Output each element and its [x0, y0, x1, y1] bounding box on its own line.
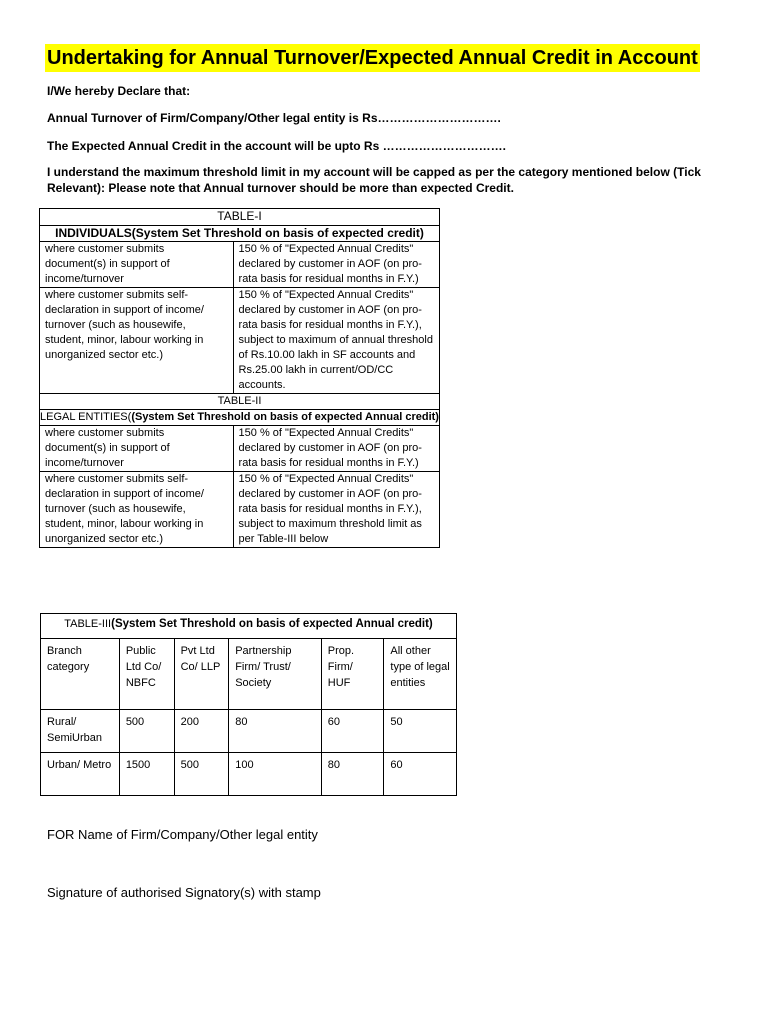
- table-cell: 80: [321, 753, 384, 796]
- declaration-intro: I/We hereby Declare that:: [47, 84, 191, 98]
- table1-row1-right: 150 % of "Expected Annual Credits" declared by customer in AOF (on pro-rata basis for residual months in F.Y.): [233, 242, 439, 288]
- table-cell: 80: [229, 710, 322, 753]
- table-cell: 1500: [119, 753, 174, 796]
- table2-row1-right: 150 % of "Expected Annual Credits" declared by customer in AOF (on pro-rata basis for residual months in F.Y.): [233, 426, 439, 472]
- table-row: [40, 426, 440, 472]
- table2-row2-left: where customer submits self-declaration in support of income/ turnover (such as housewife, student, minor, labour working in unorganized sector etc.): [40, 472, 234, 548]
- table-cell: 500: [174, 753, 229, 796]
- table2-heading-plain: LEGAL ENTITIES(: [40, 411, 132, 423]
- column-header: All other type of legal entities: [384, 639, 457, 710]
- table-cell: 50: [384, 710, 457, 753]
- table-cell: 60: [384, 753, 457, 796]
- table-row: [40, 242, 440, 288]
- table1-row2-right: 150 % of "Expected Annual Credits" declared by customer in AOF (on pro-rata basis for residual months in F.Y.), subject to maximum of annual threshold of Rs.10.00 lakh in SF accounts and Rs.25.00 lakh in current/OD/CC accounts.: [233, 288, 439, 394]
- entity-name-line: FOR Name of Firm/Company/Other legal entity: [47, 827, 318, 842]
- table2-row2-right: 150 % of "Expected Annual Credits" declared by customer in AOF (on pro-rata basis for residual months in F.Y.), subject to maximum threshold limit as per Table-III below: [233, 472, 439, 548]
- document-title: Undertaking for Annual Turnover/Expected Annual Credit in Account: [45, 44, 700, 72]
- table-cell: Urban/ Metro: [41, 753, 120, 796]
- table2-heading-bold: (System Set Threshold on basis of expected Annual credit): [131, 411, 439, 423]
- table-cell: 60: [321, 710, 384, 753]
- table1-label: TABLE-I: [40, 209, 440, 226]
- table1-heading: INDIVIDUALS(System Set Threshold on basis of expected credit): [40, 226, 440, 242]
- column-header: Pvt Ltd Co/ LLP: [174, 639, 229, 710]
- threshold-understanding: I understand the maximum threshold limit in my account will be capped as per the category mentioned below (Tick Relevant): Please note that Annual turnover should be more than expected Credit.: [47, 165, 701, 195]
- annual-turnover-line: Annual Turnover of Firm/Company/Other legal entity is Rs………………………….: [47, 111, 501, 125]
- column-header: Public Ltd Co/ NBFC: [119, 639, 174, 710]
- column-header: Branch category: [41, 639, 120, 710]
- table-cell: 200: [174, 710, 229, 753]
- table3-header-row: [41, 639, 457, 710]
- table2-label: TABLE-II: [40, 394, 440, 410]
- table-row: [41, 753, 457, 796]
- threshold-table-iii: [40, 613, 457, 796]
- table-row: [40, 472, 440, 548]
- table3-caption-plain: TABLE-III: [64, 618, 112, 630]
- table2-heading: [40, 410, 440, 426]
- table1-row1-left: where customer submits document(s) in support of income/turnover: [40, 242, 234, 288]
- table-cell: 100: [229, 753, 322, 796]
- column-header: Prop. Firm/ HUF: [321, 639, 384, 710]
- signature-line: Signature of authorised Signatory(s) with stamp: [47, 885, 321, 900]
- table-cell: 500: [119, 710, 174, 753]
- table1-row2-left: where customer submits self-declaration in support of income/ turnover (such as housewife, student, minor, labour working in unorganized sector etc.): [40, 288, 234, 394]
- table-cell: Rural/ SemiUrban: [41, 710, 120, 753]
- expected-credit-line: The Expected Annual Credit in the account will be upto Rs ………………………….: [47, 139, 506, 153]
- table-row: [40, 288, 440, 394]
- table3-caption-bold: (System Set Threshold on basis of expected Annual credit): [111, 618, 433, 630]
- table2-row1-left: where customer submits document(s) in support of income/turnover: [40, 426, 234, 472]
- column-header: Partnership Firm/ Trust/ Society: [229, 639, 322, 710]
- threshold-table-individuals-legal: [39, 208, 440, 548]
- table3-caption: [41, 614, 457, 639]
- table-row: [41, 710, 457, 753]
